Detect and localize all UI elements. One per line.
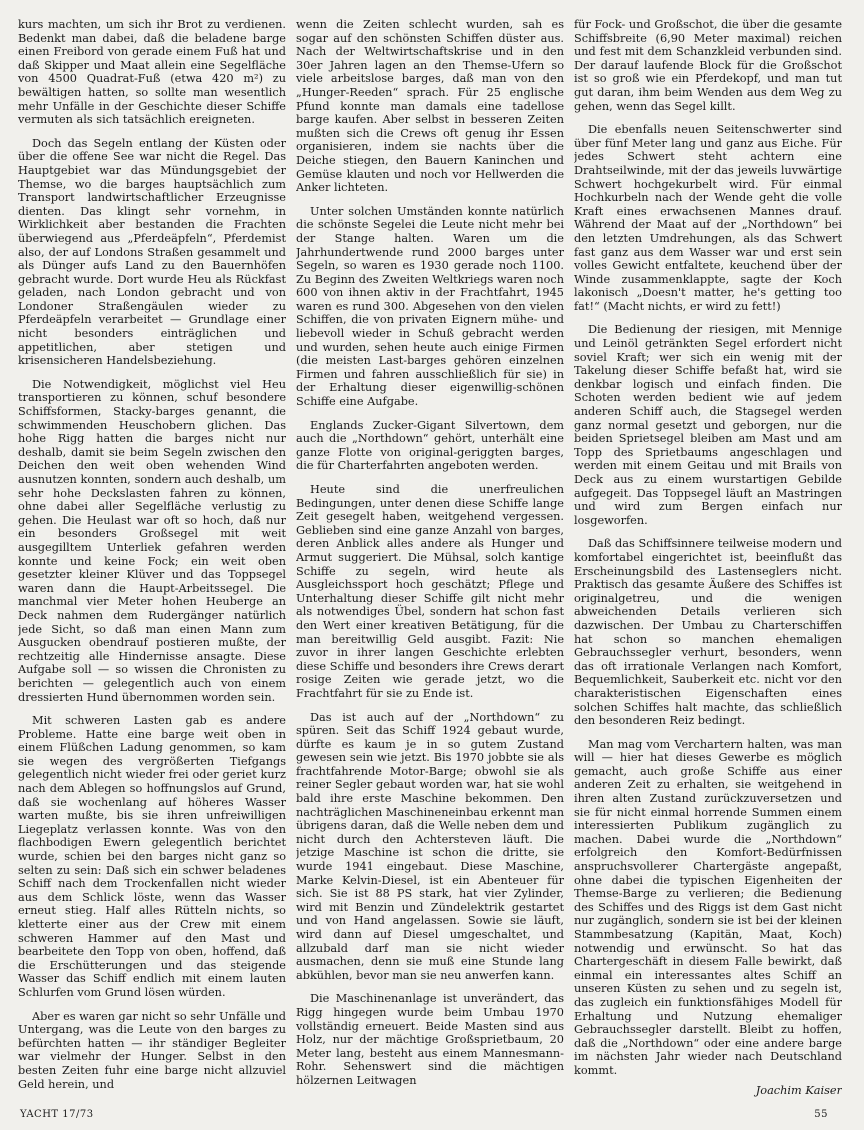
paragraph: Die Bedienung der riesigen, mit Mennige und Leinöl getränkten Segel erfordert nicht soviel Kraft; wer sich ein wenig mit der Takelung dieser Schiffe befaßt hat, wird sie denkbar logisch und einfach finden. Die Schoten werden bedient wie auf jedem anderen Schiff auch, die Stagsegel werden ganz normal gesetzt und geborgen, nur die beiden Sprietsegel bleiben am Mast und am Topp des Sprietbaums angeschlagen und werden mit einem Geitau und mit Brails von Deck aus zu einem wurstartigen Gebilde aufgegeit. Das Toppsegel läuft an Mastringen und wird zum Bergen einfach nur losgeworfen.: [574, 323, 842, 527]
paragraph: Englands Zucker-Gigant Silvertown, dem auch die „Northdown“ gehört, unterhält eine ganze Flotte von original-geriggten barges, die für Charterfahrten angeboten werden.: [296, 418, 564, 473]
paragraph: Heute sind die unerfreulichen Bedingungen, unter denen diese Schiffe lange Zeit gesegelt haben, weitgehend vergessen. Geblieben sind eine ganze Anzahl von barges, deren Anblick alles andere als Hunger und Armut suggeriert. Die Mühsal, solch kantige Schiffe zu segeln, wird heute als Ausgleichssport hoch geschätzt; Pflege und Unterhaltung dieser Schiffe gilt nicht mehr als notwendiges Übel, sondern hat schon fast den Wert einer kreativen Betätigung, für die man bereitwillig Geld ausgibt. Fazit: Nie zuvor in ihrer langen Geschichte erlebten diese Schiffe und besonders ihre Crews derart rosige Zeiten wie gerade jetzt, wo die Frachtfahrt für sie zu Ende ist.: [296, 483, 564, 700]
paragraph: Die ebenfalls neuen Seitenschwerter sind über fünf Meter lang und ganz aus Eiche. Für jedes Schwert steht achtern eine Drahtseilwinde, mit der das jeweils luvwärtige Schwert hochgekurbelt wird. Für einmal Hochkurbeln nach der Wende geht die volle Kraft eines erwachsenen Mannes drauf. Während der Maat auf der „Northdown“ bei den letzten Umdrehungen, als das Schwert fast ganz aus dem Wasser war und erst sein volles Gewicht entfaltete, keuchend über der Winde zusammenklappte, sagte der Koch lakonisch „Doesn't matter, he's getting too fat!“ (Macht nichts, er wird zu fett!): [574, 123, 842, 313]
paragraph: Man mag vom Verchartern halten, was man will — hier hat dieses Gewerbe es möglich gemacht, auch große Schiffe aus einer anderen Zeit zu erhalten, sie weitgehend in ihren alten Zustand zurückzuversetzen und sie für nicht einmal horrende Summen einem interessierten Publikum zugänglich zu machen. Dabei wurde die „Northdown“ erfolgreich den Komfort-Bedürfnissen anspruchsvollerer Chartergäste angepaßt, ohne dabei die typischen Eigenheiten der Themse-Barge zu verlieren; die Bedienung des Schiffes und des Riggs ist dem Gast nicht nur zugänglich, sondern sie ist bei der kleinen Stammbesatzung (Kapitän, Maat, Koch) notwendig und erwünscht. So hat das Chartergeschäft in diesem Falle bewirkt, daß einmal ein interessantes altes Schiff an unseren Küsten zu sehen und zu segeln ist, das zugleich ein funktionsfähiges Modell für Erhaltung und Nutzung ehemaliger Gebrauchssegler darstellt. Bleibt zu hoffen, daß die „Northdown“ oder eine andere barge im nächsten Jahr wieder nach Deutschland kommt.: [574, 737, 842, 1077]
paragraph: Aber es waren gar nicht so sehr Unfälle und Untergang, was die Leute von den barges zu befürchten hatten — ihr ständiger Begleiter war vielmehr der Hunger. Selbst in den besten Zeiten fuhr eine barge nicht allzuviel Geld herein, und: [18, 1009, 286, 1091]
paragraph: wenn die Zeiten schlecht wurden, sah es sogar auf den schönsten Schiffen düster aus. Nach der Weltwirtschaftskrise und in den 30er Jahren lagen an den Themse-Ufern so viele arbeitslose barges, daß man von den „Hunger-Reeden“ sprach. Für 25 englische Pfund konnte man damals eine tadellose barge kaufen. Aber selbst in besseren Zeiten mußten sich die Crews oft genug ihr Essen organisieren, indem sie nachts über die Deiche stiegen, den Bauern Kaninchen und Gemüse klauten und noch vor Hellwerden die Anker lichteten.: [296, 18, 564, 195]
paragraph: Die Notwendigkeit, möglichst viel Heu transportieren zu können, schuf besondere Schiffsformen, Stacky-barges genannt, die schwimmenden Heuschobern glichen. Das hohe Rigg hatten die barges nicht nur deshalb, damit sie beim Segeln zwischen den Deichen den weit oben wehenden Wind ausnutzen konnten, sondern auch deshalb, um sehr hohe Deckslasten fahren zu können, ohne dabei aller Segelfläche verlustig zu gehen. Die Heulast war oft so hoch, daß nur ein besonders Großsegel mit weit ausgegilltem Unterliek gefahren werden konnte und keine Fock; ein weit oben gesetzter kleiner Klüver und das Toppsegel waren dann die Haupt-Arbeitssegel. Die manchmal vier Meter hohen Heuberge an Deck nahmen dem Rudergänger natürlich jede Sicht, so daß man einen Mann zum Ausgucken obendrauf postieren mußte, der rechtzeitig alle Hindernisse ansagte. Diese Aufgabe soll — so wissen die Chronisten zu berichten — gelegentlich auch von einem dressierten Hund übernommen worden sein.: [18, 377, 286, 704]
column-1: [18, 18, 286, 1101]
paragraph: Die Maschinenanlage ist unverändert, das Rigg hingegen wurde beim Umbau 1970 vollständig erneuert. Beide Masten sind aus Holz, nur der mächtige Großsprietbaum, 20 Meter lang, besteht aus einem Mannesmann-Rohr. Sehenswert sind die mächtigen hölzernen Leitwagen: [296, 992, 564, 1087]
author-byline: Joachim Kaiser: [755, 1083, 842, 1097]
page-footer: [20, 1109, 828, 1120]
article-columns: [18, 18, 842, 1101]
paragraph: Daß das Schiffsinnere teilweise modern und komfortabel eingerichtet ist, beeinflußt das Erscheinungsbild des Lastenseglers nicht. Praktisch das gesamte Äußere des Schiffes ist originalgetreu, und die wenigen abweichenden Details verlieren sich dazwischen. Der Umbau zu Charterschiffen hat schon so manchen ehemaligen Gebrauchssegler verhurt, besonders, wenn das oft irrationale Verlangen nach Komfort, Bequemlichkeit, Sauberkeit etc. nicht vor den charakteristischen Eigenschaften eines solchen Schiffes halt machte, das schließlich den besonderen Reiz bedingt.: [574, 537, 842, 728]
paragraph: Mit schweren Lasten gab es andere Probleme. Hatte eine barge weit oben in einem Flüßchen Ladung genommen, so kam sie wegen des vergrößerten Tiefgangs gelegentlich nicht wieder frei oder geriet kurz nach dem Ablegen so hoffnungslos auf Grund, daß sie wochenlang auf höheres Wasser warten mußte, bis sie ihren unfreiwilligen Liegeplatz verlassen konnte. Was von den flachbodigen Ewern gelegentlich berichtet wurde, schien bei den barges nicht ganz so selten zu sein: Daß sich ein schwer beladenes Schiff nach dem Trockenfallen nicht wieder aus dem Schlick löste, wenn das Wasser erneut stieg. Half alles Rütteln nichts, so kletterte einer aus der Crew mit einem schweren Hammer auf den Mast und bearbeitete den Topp von oben, hoffend, daß die Erschütterungen und das steigende Wasser das Schiff endlich mit einem lauten Schlurfen vom Grund lösen würden.: [18, 714, 286, 999]
column-3: [574, 18, 842, 1101]
paragraph: kurs machten, um sich ihr Brot zu verdienen. Bedenkt man dabei, daß die beladene barge einen Freibord von gerade einem Fuß hat und daß Skipper und Maat allein eine Segelfläche von 4500 Quadrat-Fuß (etwa 420 m²) zu bewältigen hatten, so sollte man wesentlich mehr Unfälle in der Geschichte dieser Schiffe vermuten als sich tatsächlich ereigneten.: [18, 18, 286, 127]
magazine-issue: YACHT 17/73: [20, 1109, 94, 1120]
paragraph: Doch das Segeln entlang der Küsten oder über die offene See war nicht die Regel. Das Hauptgebiet war das Mündungsgebiet der Themse, wo die barges hauptsächlich zum Transport landwirtschaftlicher Erzeugnisse dienten. Das klingt sehr vornehm, in Wirklichkeit aber bestanden die Frachten überwiegend aus „Pferdeäpfeln“, Pferdemist also, der auf Londons Straßen gesammelt und als Dünger aufs Land zu den Bauernhöfen gebracht wurde. Dort wurde Heu als Rückfast geladen, nach London gebracht und von Londoner Straßengäulen wieder zu Pferdeäpfeln verarbeitet — Grundlage einer nicht besonders einträglichen und appetitlichen, aber stetigen und krisensicheren Handelsbeziehung.: [18, 136, 286, 368]
page-number: 55: [814, 1109, 828, 1120]
paragraph: Das ist auch auf der „Northdown“ zu spüren. Seit das Schiff 1924 gebaut wurde, dürfte es kaum je in so gutem Zustand gewesen sein wie jetzt. Bis 1970 jobbte sie als frachtfahrende Motor-Barge; obwohl sie als reiner Segler gebaut worden war, hat sie wohl bald ihre erste Maschine bekommen. Den nachträglichen Maschineneinbau erkennt man übrigens daran, daß die Welle neben dem und nicht durch den Achtersteven läuft. Die jetzige Maschine ist schon die dritte, sie wurde 1941 eingebaut. Diese Maschine, Marke Kelvin-Diesel, ist ein Abenteuer für sich. Sie ist 88 PS stark, hat vier Zylinder, wird mit Benzin und Zündelektrik gestartet und von Hand angelassen. Sowie sie läuft, wird dann auf Diesel umgeschaltet, und allzubald darf man sie nicht wieder ausmachen, denn sie muß eine Stunde lang abkühlen, bevor man sie neu anwerfen kann.: [296, 710, 564, 982]
paragraph: für Fock- und Großschot, die über die gesamte Schiffsbreite (6,90 Meter maximal) reichen und fest mit dem Schanzkleid verbunden sind. Der darauf laufende Block für die Großschot ist so groß wie ein Pferdekopf, und man tut gut daran, ihm beim Wenden aus dem Weg zu gehen, wenn das Segel killt.: [574, 18, 842, 113]
paragraph: Unter solchen Umständen konnte natürlich die schönste Segelei die Leute nicht mehr bei der Stange halten. Waren um die Jahrhundertwende rund 2000 barges unter Segeln, so waren es 1930 gerade noch 1100. Zu Beginn des Zweiten Weltkriegs waren noch 600 von ihnen aktiv in der Frachtfahrt, 1945 waren es rund 300. Abgesehen von den vielen Schiffen, die von privaten Eignern mühe- und liebevoll wieder in Schuß gebracht werden und wurden, sehen heute auch einige Firmen (die meisten Last-barges gehören einzelnen Firmen und fahren ausschließlich für sie) in der Erhaltung dieser eigenwillig-schönen Schiffe eine Aufgabe.: [296, 204, 564, 409]
column-2: [296, 18, 564, 1101]
